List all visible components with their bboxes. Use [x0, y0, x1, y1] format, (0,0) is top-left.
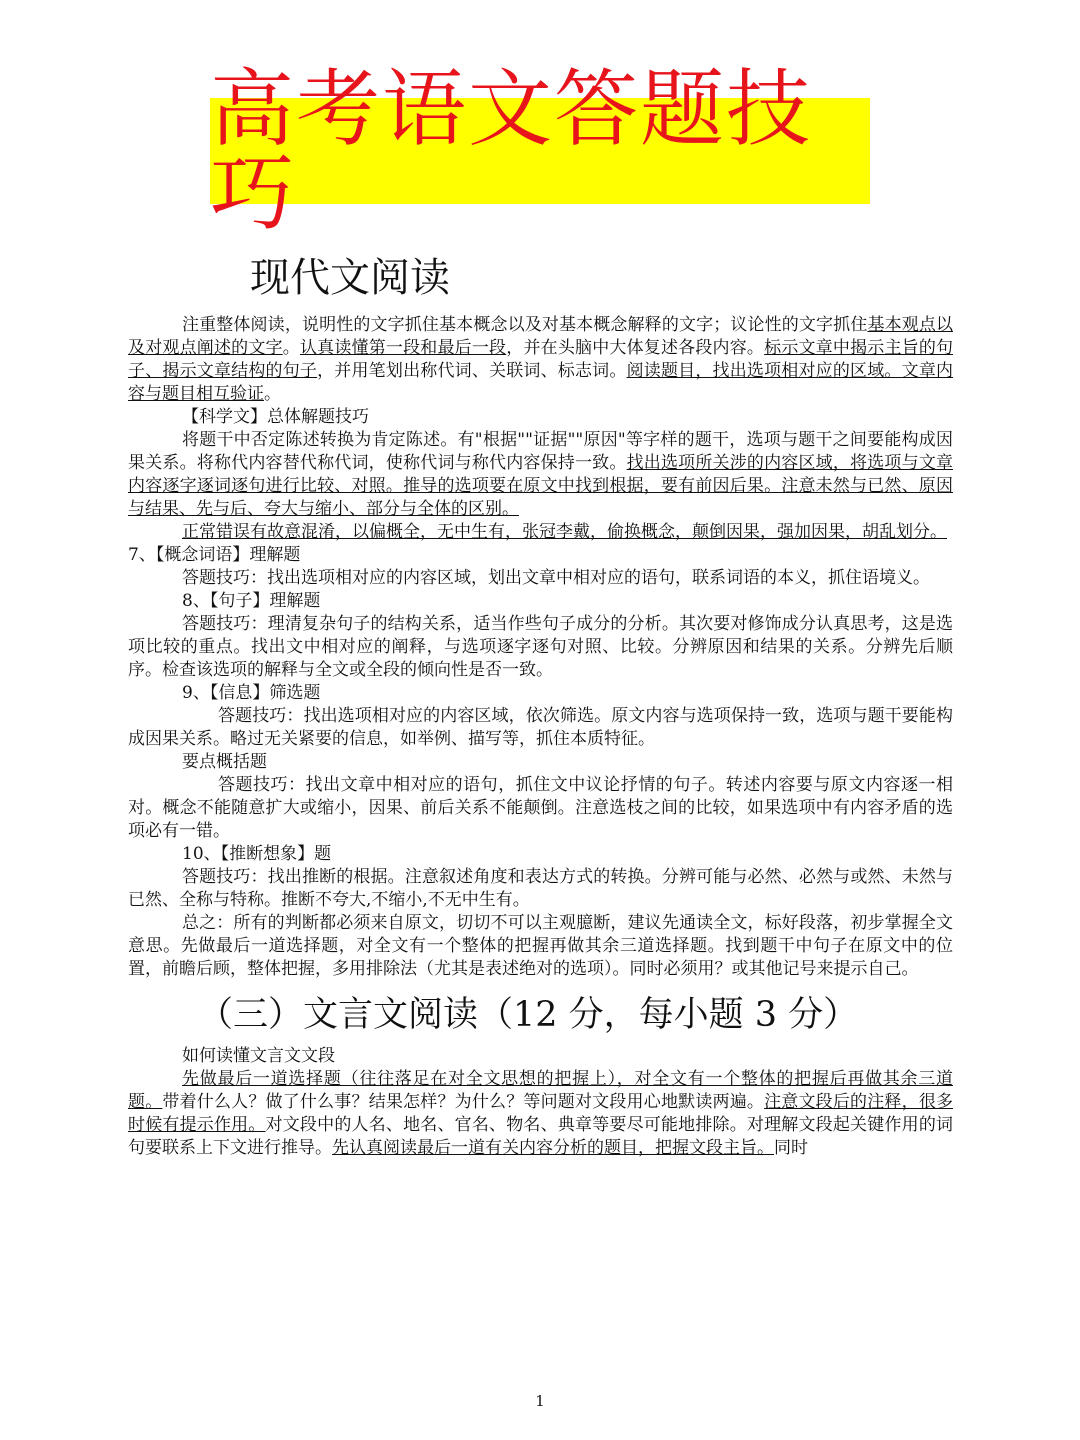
question-10-heading: 10、【推断想象】题: [182, 844, 332, 864]
section-heading-classical-reading: （三）文言文阅读（12 分，每小题 3 分）: [198, 995, 859, 1035]
paragraph-classical-method: 先做最后一道选择题（往往落足在对全文思想的把握上），对全文有一个整体的把握后再做其余三道题。带着什么人？做了什么事？结果怎样？为什么？等问题对文段用心地默读两遍。注意文段后的注释，很多时候有提示作用。对文段中的人名、地名、官名、物名、典章等要尽可能地排除。对理解文段起关键作用的词句要联系上下文进行推导。先认真阅读最后一道有关内容分析的题目，把握文段主旨。同时: [128, 1069, 954, 1158]
paragraph-conclusion: 总之：所有的判断都必须来自原文，切切不可以主观臆断，建议先通读全文，标好段落，初步掌握全文意思。先做最后一道选择题，对全文有一个整体的把握再做其余三道选择题。找到题干中句子在原文中的位置，前瞻后顾，整体把握，多用排除法（尤其是表述绝对的选项）。同时必须用？或其他记号来提示自己。: [128, 913, 953, 979]
classical-subheading: 如何读懂文言文文段: [182, 1046, 335, 1066]
question-8-answer: 答题技巧：理清复杂句子的结构关系，适当作些句子成分的分析。其次要对修饰成分认真思考，这是选项比较的重点。找出文中相对应的阐释，与选项逐字逐句对照、比较。分辨原因和结果的关系。分辨先后顺序。检查该选项的解释与全文或全段的倾向性是否一致。: [128, 614, 953, 680]
heading-science-text: 【科学文】总体解题技巧: [182, 407, 369, 427]
paragraph-science-tips: 将题干中否定陈述转换为肯定陈述。有"根据""证据""原因"等字样的题干，选项与题干之间要能构成因果关系。将称代内容替代称代词，使称代词与称代内容保持一致。找出选项所关涉的内容区域，将选项与文章内容逐字逐词逐句进行比较、对照。推导的选项要在原文中找到根据，要有前因后果。注意未然与已然、原因与结果、先与后、夸大与缩小、部分与全体的区别。: [128, 430, 954, 519]
question-7-heading: 7、【概念词语】理解题: [128, 545, 301, 565]
document-body: [128, 314, 953, 1160]
paragraph-intro: 注重整体阅读，说明性的文字抓住基本概念以及对基本概念解释的文字；议论性的文字抓住基本观点以及对观点阐述的文字。认真读懂第一段和最后一段，并在头脑中大体复述各段内容。标示文章中揭示主旨的句子、揭示文章结构的句子，并用笔划出称代词、关联词、标志词。阅读题目，找出选项相对应的区域。文章内容与题目相互验证。: [128, 315, 954, 404]
title-banner: [210, 60, 870, 242]
page-title: 高考语文答题技巧: [210, 60, 813, 242]
question-8-heading: 8、【句子】理解题: [182, 591, 321, 611]
question-9-answer: 答题技巧：找出选项相对应的内容区域，依次筛选。原文内容与选项保持一致，选项与题干要能构成因果关系。略过无关紧要的信息，如举例、描写等，抓住本质特征。: [128, 706, 953, 749]
question-7-answer: 答题技巧：找出选项相对应的内容区域，划出文章中相对应的语句，联系词语的本义，抓住语境义。: [182, 568, 930, 588]
page-number: 1: [535, 1392, 545, 1410]
section-heading-modern-reading: 现代文阅读: [250, 255, 450, 301]
paragraph-common-errors: 正常错误有故意混淆，以偏概全，无中生有，张冠李戴，偷换概念，颠倒因果，强加因果，胡乱划分。: [182, 522, 947, 542]
summary-question-heading: 要点概括题: [182, 752, 267, 772]
question-9-heading: 9、【信息】筛选题: [182, 683, 321, 703]
question-10-answer: 答题技巧：找出推断的根据。注意叙述角度和表达方式的转换。分辨可能与必然、必然与或然、未然与已然、全称与特称。推断不夸大,不缩小,不无中生有。: [128, 867, 953, 910]
summary-question-answer: 答题技巧：找出文章中相对应的语句，抓住文中议论抒情的句子。转述内容要与原文内容逐一相对。概念不能随意扩大或缩小，因果、前后关系不能颠倒。注意选枝之间的比较，如果选项中有内容矛盾的选项必有一错。: [128, 775, 953, 841]
